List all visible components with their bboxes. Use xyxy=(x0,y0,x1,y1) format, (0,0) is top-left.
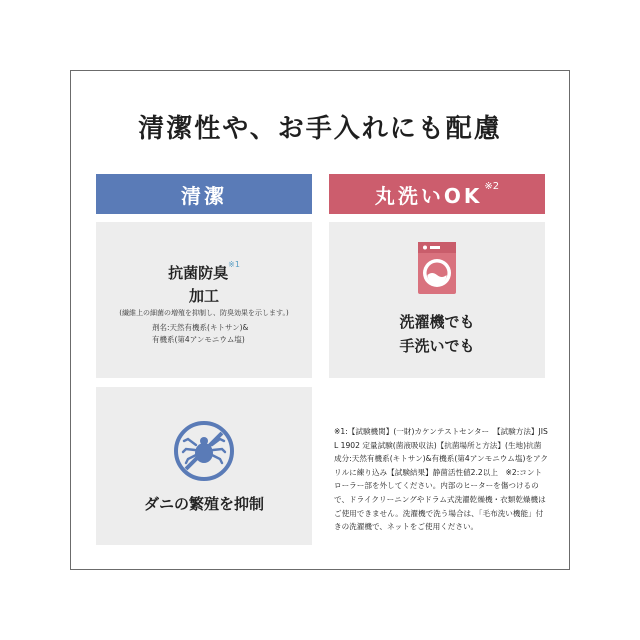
header-washable-label: 丸洗いOK xyxy=(374,183,483,208)
header-clean xyxy=(96,174,312,214)
antibacterial-agent-note xyxy=(152,322,248,346)
washable-line1: 洗濯機でも xyxy=(399,313,475,331)
washing-machine-icon xyxy=(416,240,458,296)
header-washable-footnote-mark: ※2 xyxy=(484,180,500,192)
mite-panel xyxy=(96,387,312,545)
washable-text xyxy=(329,310,545,358)
antibacterial-note: (繊維上の細菌の増殖を抑制し、防臭効果を示します。) xyxy=(119,309,289,317)
washable-panel xyxy=(329,222,545,378)
footnote-text: ※1:【試験機関】(一財)カケンテストセンター 【試験方法】JIS L 1902 定量試験(菌液吸収法)【抗菌場所と方法】(生地)抗菌成分:天然有機系(キトサン)&有機系(第4アンモニウム塩)をアクリルに練り込み【試験結果】静菌活性値2.2以上 ※2:コントローラー部を外してください。内部のヒーターを傷つけるので、ドライクリーニングやドラム式洗濯乾燥機・衣類乾燥機はご使用できません。洗濯機で洗う場合は、「毛布洗い機能」付きの洗濯機で、ネットをご使用ください。 xyxy=(334,427,549,532)
antibacterial-panel xyxy=(96,222,312,378)
washable-line2: 手洗いでも xyxy=(399,337,475,355)
no-mite-icon xyxy=(172,419,236,483)
antibacterial-line1: 抗菌防臭 xyxy=(168,264,229,282)
antibacterial-line2: 加工 xyxy=(188,287,219,305)
antibacterial-title xyxy=(96,258,312,308)
header-washable xyxy=(329,174,545,214)
agent-line2: 有機系(第4アンモニウム塩) xyxy=(152,335,245,344)
agent-line1: 剤名:天然有機系(キトサン)& xyxy=(152,323,249,332)
antibacterial-footnote-mark: ※1 xyxy=(228,260,240,269)
mite-label: ダニの繁殖を抑制 xyxy=(143,495,264,513)
header-clean-label: 清潔 xyxy=(181,183,227,208)
page-title: 清潔性や、お手入れにも配慮 xyxy=(138,114,502,144)
